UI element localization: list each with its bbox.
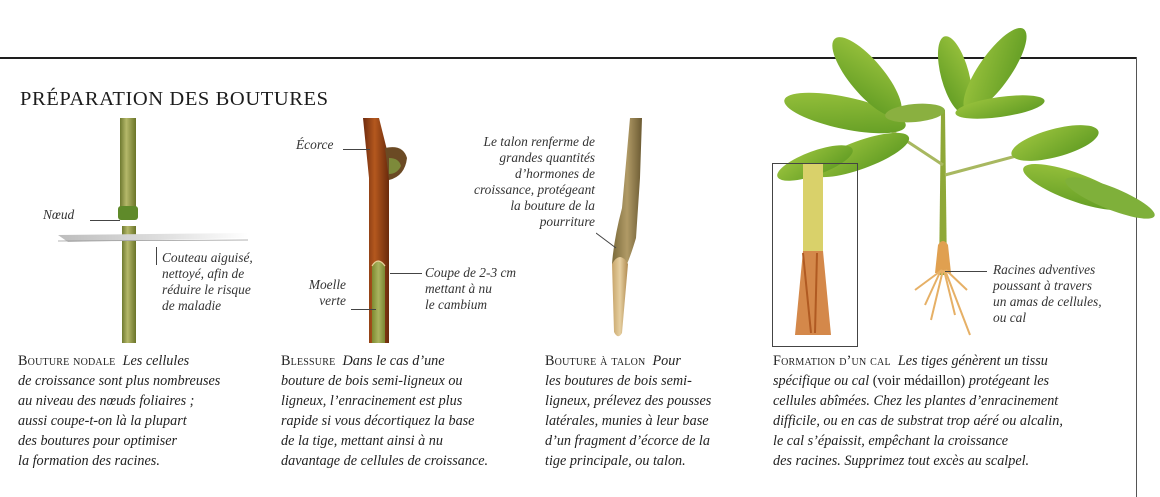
bark-leader-line: [343, 149, 370, 150]
node-leader-line: [90, 220, 120, 221]
caption-nodal-cutting: Bouture nodale Les cellules de croissance sont plus nombreuses au niveau des nœuds foliaires ; aussi coupe-t-on là la plupart des boutures pour optimiser la formation des racines.: [18, 353, 221, 469]
knife-leader-line: [156, 247, 157, 265]
heel-cutting-photo: [600, 118, 650, 343]
heel-stem-illustration: [600, 118, 650, 343]
caption-heading: Blessure: [281, 353, 336, 369]
node-label: Nœud: [43, 207, 75, 222]
roots-label: Racines adventives poussant à travers un amas de cellules, ou cal: [993, 262, 1102, 325]
caption-heading: Formation d’un cal: [773, 353, 891, 369]
section-title: PRÉPARATION DES BOUTURES: [20, 88, 329, 110]
callus-inset-frame: [772, 163, 858, 347]
caption-heading: Bouture nodale: [18, 353, 116, 369]
pith-leader-line: [351, 309, 376, 310]
heel-leader-line: [596, 232, 618, 250]
caption-heel-cutting: Bouture à talon Pour les boutures de bois semi- ligneux, prélevez des pousses latérales, munies à leur base d’un fragment d’écorce de la tige principale, ou talon.: [545, 353, 712, 469]
nodal-stem-illustration: [100, 118, 160, 343]
bark-label: Écorce: [296, 137, 334, 152]
knife-label: Couteau aiguisé, nettoyé, afin de réduire le risque de maladie: [162, 250, 253, 313]
caption-heading: Bouture à talon: [545, 353, 646, 369]
caption-wounding: Blessure Dans le cas d’une bouture de bois semi-ligneux ou ligneux, l’enracinement est plus rapide si vous décortiquez la base de la tige, mettant ainsi à nu davantage de cellules de croissance.: [281, 353, 489, 469]
cut-label: Coupe de 2-3 cm mettant à nu le cambium: [425, 265, 517, 312]
nodal-cutting-photo: [100, 118, 160, 343]
caption-callus-formation: Formation d’un cal Les tiges génèrent un tissu spécifique ou cal (voir médaillon) protégeant les cellules abîmées. Chez les plantes d’enracinement difficile, ou en cas de substrat trop aéré ou alcalin, le cal s’épaissit, empêchant la croissance des racines. Supprimez tout excès au scalpel.: [773, 353, 1063, 469]
pith-label: Moelle verte: [308, 277, 346, 308]
roots-leader-line: [945, 271, 987, 272]
heel-label: Le talon renferme de grandes quantités d’hormones de croissance, protégeant la bouture de la pourriture: [474, 134, 595, 229]
cut-leader-line: [390, 273, 422, 274]
knife-blade: [58, 232, 248, 244]
